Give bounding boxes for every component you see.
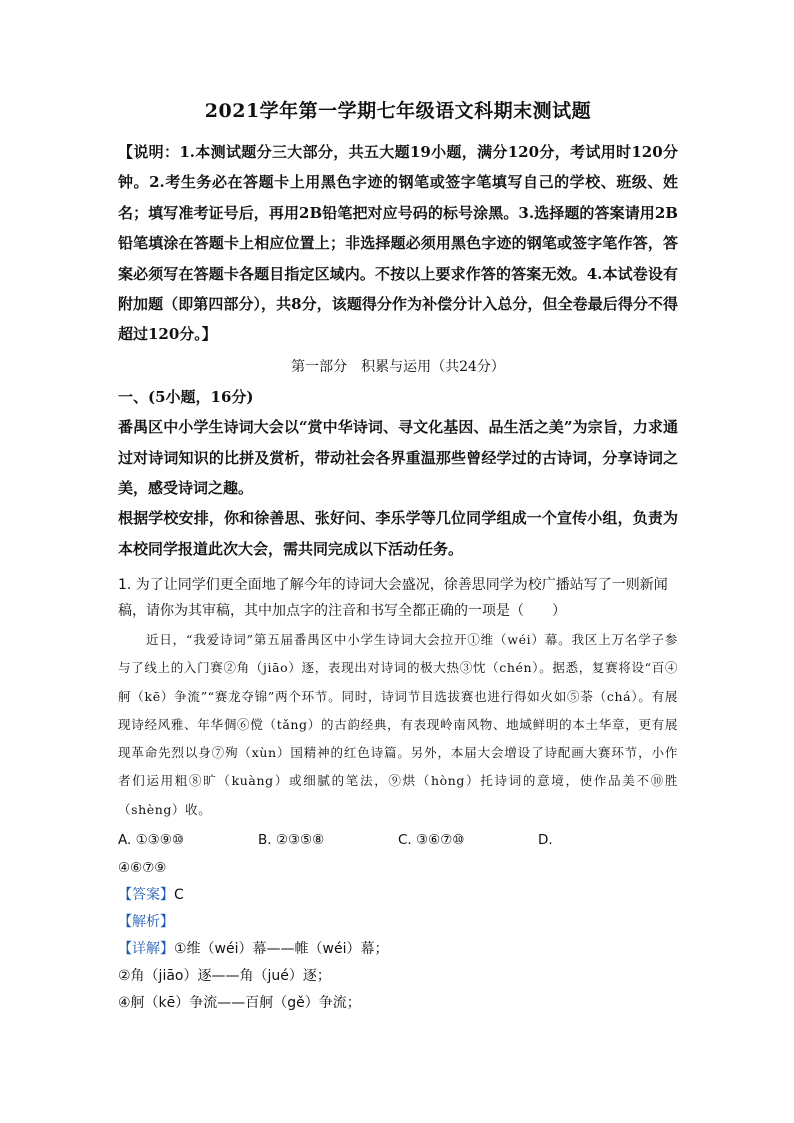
- task-paragraph: 根据学校安排，你和徐善思、张好问、李乐学等几位同学组成一个宣传小组，负责为本校同学报道此次大会，需共同完成以下活动任务。: [118, 509, 678, 558]
- intro-paragraph: 番禺区中小学生诗词大会以“赏中华诗词、寻文化基因、品生活之美”为宗旨，力求通过对诗词知识的比拼及赏析，带动社会各界重温那些曾经学过的古诗词，分享诗词之美，感受诗词之趣。: [118, 418, 678, 498]
- detail-line-2: ②角（jiāo）逐——角（jué）逐；: [118, 967, 331, 984]
- analysis-line: [118, 909, 678, 936]
- exam-title: 2021学年第一学期七年级语文科期末测试题: [204, 100, 592, 122]
- analysis-label: 【解析】: [118, 913, 174, 930]
- instructions: 【说明：1.本测试题分三大部分，共五大题19小题，满分120分，考试用时120分钟。2.考生务必在答题卡上用黑色字迹的钢笔或签字笔填写自己的学校、班级、姓名；填写准考证号后，再用2B铅笔把对应号码的标号涂黑。3.选择题的答案请用2B铅笔填涂在答题卡上相应位置上；非选择题必须用黑色字迹的钢笔或签字笔作答，答案必须写在答题卡各题目指定区域内。不按以上要求作答的答案无效。4.本试卷设有附加题（即第四部分），共8分，该题得分作为补偿分计入总分，但全卷最后得分不得超过120分。】: [118, 143, 678, 344]
- option-a: A. ①③⑨⑩: [118, 831, 184, 848]
- detail-text-1: ①维（wéi）幕——帷（wéi）幕；: [174, 940, 389, 957]
- exam-page: [118, 96, 678, 1017]
- part-heading: 一、(5小题，16分): [118, 387, 254, 406]
- question-1: 1. 为了让同学们更全面地了解今年的诗词大会盛况，徐善思同学为校广播站写了一则新闻稿，请你为其审稿，其中加点字的注音和书写全都正确的一项是（ ）: [118, 577, 668, 620]
- option-b: B. ②③⑤⑧: [258, 831, 325, 848]
- detail-line-3: ④舸（kē）争流——百舸（gě）争流；: [118, 994, 361, 1011]
- answer-line: [118, 882, 678, 909]
- section-title: 第一部分 积累与运用（共24分）: [291, 358, 505, 375]
- answer-value: C: [174, 886, 184, 903]
- answer-options: [118, 826, 678, 882]
- detail-label: 【详解】: [118, 940, 174, 957]
- detail-line-1: [118, 936, 678, 963]
- news-passage: 近日，“我爱诗词”第五届番禺区中小学生诗词大会拉开①维（wéi）幕。我区上万名学子参与了线上的入门赛②角（jiāo）逐，表现出对诗词的极大热③忱（chén）。据悉，复赛将设“百④舸（kē）争流”“赛龙夺锦”两个环节。同时，诗词节目选拔赛也进行得如火如⑤荼（chá）。有展现诗经风雅、年华倜⑥傥（tǎng）的古韵经典，有表现岭南风物、地域鲜明的本土华章，更有展现革命先烈以身⑦殉（xùn）国精神的红色诗篇。另外，本届大会增设了诗配画大赛环节，小作者们运用粗⑧旷（kuàng）或细腻的笔法，⑨烘（hòng）托诗词的意境，使作品美不⑩胜（shèng）收。: [118, 632, 678, 817]
- option-d-value: ④⑥⑦⑨: [118, 859, 167, 876]
- answer-label: 【答案】: [118, 886, 174, 903]
- option-c: C. ③⑥⑦⑩: [398, 831, 465, 848]
- option-d: D.: [538, 831, 553, 848]
